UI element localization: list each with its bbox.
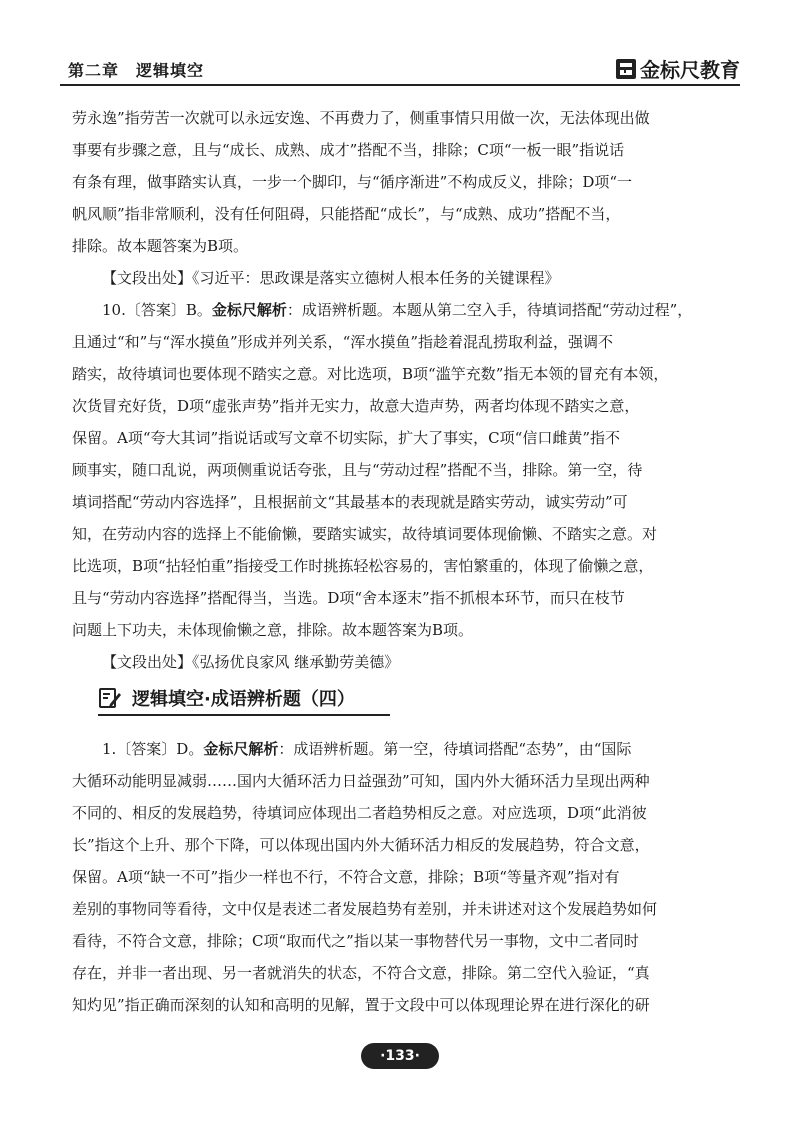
paragraph-line: 问题上下功夫，未体现偷懒之意，排除。故本题答案为B项。 — [72, 621, 474, 639]
paragraph-line: 次货冒充好货，D项“虚张声势”指并无实力，故意大造声势，两者均体现不踏实之意， — [72, 397, 640, 415]
paragraph-line: 且通过“和”与“浑水摸鱼”形成并列关系，“浑水摸鱼”指趁着混乱捞取利益，强调不 — [72, 333, 614, 351]
question-1-first-line — [72, 733, 732, 765]
paragraph-line: 比选项，B项“拈轻怕重”指接受工作时挑拣轻松容易的，害怕繁重的，体现了偷懒之意， — [72, 557, 654, 575]
answer-text-block — [72, 733, 732, 1021]
paragraph-line: 排除。故本题答案为B项。 — [72, 237, 249, 255]
paragraph-line: 填词搭配“劳动内容选择”，且根据前文“其最基本的表现就是踏实劳动，诚实劳动”可 — [72, 493, 628, 511]
paragraph-line: 存在，并非一者出现、另一者就消失的状态，不符合文意，排除。第二空代入验证，“真 — [72, 964, 650, 982]
section-title: 逻辑填空·成语辨析题（四） — [132, 689, 355, 710]
source-citation: 【文段出处】《习近平：思政课是落实立德树人根本任务的关键课程》 — [102, 269, 560, 287]
paragraph-line: 踏实，故待填词也要体现不踏实之意。对比选项，B项“滥竽充数”指无本领的冒充有本领， — [72, 365, 669, 383]
analysis-text: ：成语辨析题。第一空，待填词搭配“态势”，由“国际 — [278, 740, 632, 758]
ruler-icon — [615, 58, 637, 80]
paragraph-line: 看待，不符合文意，排除；C项“取而代之”指以某一事物替代另一事物，文中二者同时 — [72, 932, 639, 950]
paragraph-line: 大循环动能明显减弱……国内大循环活力日益强劲”可知，国内外大循环活力呈现出两种 — [72, 772, 650, 790]
chapter-title: 第二章 逻辑填空 — [68, 61, 205, 80]
answer-lead: 10.〔答案〕B。 — [102, 301, 212, 319]
paragraph-line: 差别的事物同等看待，文中仅是表述二者发展趋势有差别，并未讲述对这个发展趋势如何 — [72, 900, 658, 918]
answer-text-block — [72, 102, 732, 678]
question-10-first-line — [72, 294, 732, 326]
paragraph-line: 劳永逸”指劳苦一次就可以永远安逸、不再费力了，侧重事情只用做一次，无法体现出做 — [72, 109, 650, 127]
paragraph-line: 知，在劳动内容的选择上不能偷懒，要踏实诚实，故待填词要体现偷懒、不踏实之意。对 — [72, 525, 658, 543]
paragraph-line: 保留。A项“夸大其词”指说话或写文章不切实际，扩大了事实，C项“信口雌黄”指不 — [72, 429, 620, 447]
paragraph-line: 保留。A项“缺一不可”指少一样也不行，不符合文意，排除；B项“等量齐观”指对有 — [72, 868, 620, 886]
analysis-label: 金标尺解析 — [211, 301, 287, 319]
paragraph-line: 有条有理，做事踏实认真，一步一个脚印，与“循序渐进”不构成反义，排除；D项“一 — [72, 173, 633, 191]
paragraph-line: 帆风顺”指非常顺利，没有任何阻碍，只能搭配“成长”，与“成熟、成功”搭配不当， — [72, 205, 621, 223]
paragraph-line: 事要有步骤之意，且与“成长、成熟、成才”搭配不当，排除；C项“一板一眼”指说话 — [72, 141, 625, 159]
paragraph-line: 不同的、相反的发展趋势，待填词应体现出二者趋势相反之意。对应选项，D项“此消彼 — [72, 804, 647, 822]
edit-icon — [98, 686, 122, 710]
answer-lead: 1.〔答案〕D。 — [102, 740, 204, 758]
paragraph-line: 知灼见”指正确而深刻的认知和高明的见解，置于文段中可以体现理论界在进行深化的研 — [72, 996, 650, 1014]
analysis-label: 金标尺解析 — [203, 740, 279, 758]
paragraph-line: 顾事实，随口乱说，两项侧重说话夸张，且与“劳动过程”搭配不当，排除。第一空，待 — [72, 461, 643, 479]
brand-name: 金标尺教育 — [640, 58, 740, 82]
paragraph-line: 长”指这个上升、那个下降，可以体现出国内外大循环活力相反的发展趋势，符合文意， — [72, 836, 650, 854]
page-header — [60, 52, 740, 86]
section-heading — [98, 682, 390, 716]
page-number: ·133· — [361, 1043, 439, 1069]
brand-logo — [615, 54, 740, 83]
source-citation: 【文段出处】《弘扬优良家风 继承勤劳美德》 — [102, 653, 400, 671]
paragraph-line: 且与“劳动内容选择”搭配得当，当选。D项“舍本逐末”指不抓根本环节，而只在枝节 — [72, 589, 625, 607]
analysis-text: ：成语辨析题。本题从第二空入手，待填词搭配“劳动过程”， — [286, 301, 693, 319]
